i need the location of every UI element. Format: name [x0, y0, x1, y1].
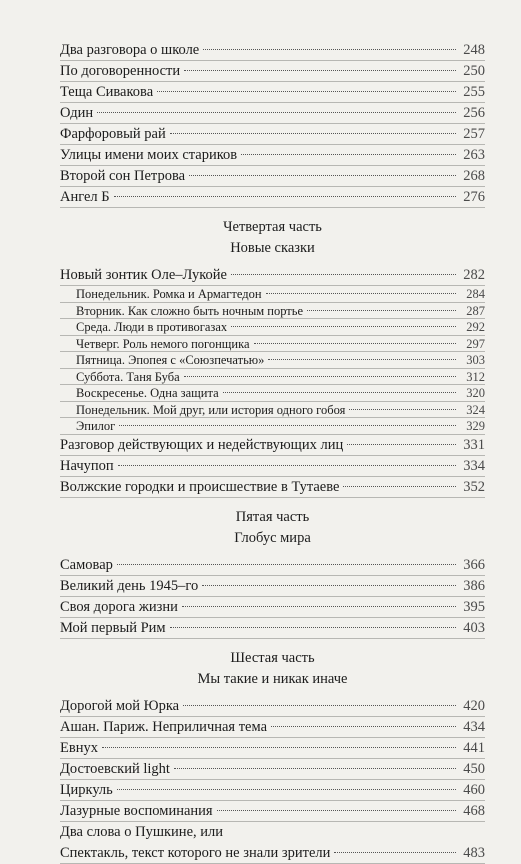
table-of-contents	[60, 40, 485, 864]
toc-entry-page: 403	[463, 619, 485, 636]
toc-entry[interactable]	[60, 477, 485, 498]
toc-subentry-title: Вторник. Как сложно быть ночным портье	[76, 303, 303, 318]
dot-leader	[97, 112, 456, 113]
toc-entry-title: Великий день 1945–го	[60, 577, 199, 594]
toc-entry[interactable]	[60, 696, 485, 717]
dot-leader	[241, 154, 456, 155]
toc-subentry-title: Пятница. Эпопея с «Союзпечатью»	[76, 353, 265, 367]
toc-entry[interactable]	[60, 265, 485, 286]
toc-entry[interactable]	[60, 435, 485, 456]
dot-leader	[334, 852, 456, 853]
dot-leader	[343, 486, 456, 487]
dot-leader	[174, 768, 456, 769]
toc-subentry[interactable]	[60, 418, 485, 435]
toc-subentry-page: 324	[466, 402, 485, 417]
part-title: Глобус мира	[234, 529, 311, 546]
toc-entry-title: Дорогой мой Юрка	[60, 697, 180, 714]
toc-entry-title: Ангел Б	[60, 189, 110, 205]
toc-entry[interactable]	[60, 759, 485, 780]
toc-subentry-page: 320	[466, 386, 485, 400]
toc-entry-page: 263	[463, 147, 485, 163]
toc-subentry-title: Понедельник. Мой друг, или история одного гобоя	[76, 402, 346, 417]
dot-leader	[117, 564, 456, 565]
dot-leader	[117, 789, 456, 790]
toc-entry-title: Теща Сивакова	[60, 84, 154, 100]
toc-entry[interactable]	[60, 82, 485, 103]
dot-leader	[268, 359, 456, 360]
toc-entry-page: 255	[463, 84, 485, 100]
toc-entry-page: 268	[463, 168, 485, 184]
toc-entry-page: 434	[463, 718, 485, 735]
dot-leader	[203, 49, 456, 50]
toc-subentry[interactable]	[60, 336, 485, 353]
toc-entry[interactable]	[60, 187, 485, 208]
toc-entry-page: 386	[463, 577, 485, 594]
toc-entry[interactable]	[60, 717, 485, 738]
toc-entry[interactable]	[60, 843, 485, 864]
part-label: Пятая часть	[235, 508, 310, 525]
toc-entry-title: По договоренности	[60, 63, 181, 79]
dot-leader	[182, 606, 456, 607]
dot-leader	[231, 326, 456, 327]
toc-subentry-page: 297	[466, 336, 485, 351]
toc-entry[interactable]	[60, 801, 485, 822]
toc-entry-title: Самовар	[60, 556, 113, 573]
dot-leader	[231, 274, 456, 275]
toc-entry[interactable]	[60, 61, 485, 82]
toc-subentry-page: 292	[466, 320, 485, 334]
toc-entry-page: 276	[463, 189, 485, 205]
toc-subentry-title: Четверг. Роль немого погонщика	[76, 336, 250, 351]
toc-entry-title: Разговор действующих и недействующих лиц	[60, 436, 344, 453]
toc-entry-page: 282	[463, 267, 485, 283]
dot-leader	[170, 133, 456, 134]
toc-entry-title: Волжские городки и происшествие в Тутаеве	[60, 478, 340, 495]
toc-subentry-title: Воскресенье. Одна защита	[76, 386, 219, 400]
part-title: Мы такие и никак иначе	[197, 670, 348, 687]
toc-subentry[interactable]	[60, 402, 485, 419]
toc-entry-title: Мой первый Рим	[60, 619, 166, 636]
dot-leader	[183, 705, 456, 706]
dot-leader	[157, 91, 456, 92]
toc-entry-page: 334	[463, 457, 485, 474]
toc-subentry[interactable]	[60, 286, 485, 303]
toc-subentry-title: Суббота. Таня Буба	[76, 369, 180, 384]
part-label: Шестая часть	[230, 649, 315, 666]
toc-entry-title: Своя дорога жизни	[60, 598, 178, 615]
toc-subentry[interactable]	[60, 319, 485, 336]
toc-entry-page: 450	[463, 760, 485, 777]
toc-entry-title: Спектакль, текст которого не знали зрители	[60, 844, 331, 861]
dot-leader	[254, 343, 456, 344]
toc-entry-title: Ашан. Париж. Неприличная тема	[60, 718, 268, 735]
spacer	[60, 208, 485, 217]
toc-entry-title: Евнух	[60, 739, 98, 756]
entry-rule	[60, 497, 485, 498]
toc-entry[interactable]	[60, 166, 485, 187]
dot-leader	[202, 585, 456, 586]
toc-entry-page: 460	[463, 781, 485, 798]
toc-entry-line[interactable]	[60, 822, 485, 843]
toc-entry-page: 331	[463, 436, 485, 453]
toc-entry[interactable]	[60, 618, 485, 639]
toc-entry-page: 352	[463, 478, 485, 495]
toc-entry-title: Два разговора о школе	[60, 42, 200, 58]
toc-entry-title: Достоевский light	[60, 760, 170, 777]
part-title: Новые сказки	[230, 240, 315, 256]
toc-entry-page: 257	[463, 126, 485, 142]
dot-leader	[102, 747, 456, 748]
toc-entry-page: 395	[463, 598, 485, 615]
toc-entry-page: 256	[463, 105, 485, 121]
toc-entry-title: Лазурные воспоминания	[60, 802, 213, 819]
toc-entry-title-line1: Два слова о Пушкине, или	[60, 823, 224, 840]
toc-subentry[interactable]	[60, 385, 485, 402]
toc-entry-title: Новый зонтик Оле–Лукойе	[60, 267, 227, 283]
toc-entry-page: 366	[463, 556, 485, 573]
toc-entry[interactable]	[60, 597, 485, 618]
dot-leader	[307, 310, 456, 311]
toc-subentry-page: 312	[466, 369, 485, 384]
dot-leader	[119, 425, 456, 426]
toc-subentry[interactable]	[60, 369, 485, 386]
toc-entry-page: 250	[463, 63, 485, 79]
toc-entry[interactable]	[60, 555, 485, 576]
toc-subentry-page: 284	[466, 287, 485, 301]
toc-subentry-page: 287	[466, 303, 485, 318]
toc-entry[interactable]	[60, 103, 485, 124]
dot-leader	[189, 175, 456, 176]
toc-entry-page: 468	[463, 802, 485, 819]
toc-entry-page: 483	[463, 844, 485, 861]
entry-rule	[60, 638, 485, 639]
toc-entry-title: Второй сон Петрова	[60, 168, 186, 184]
spacer	[60, 498, 485, 507]
toc-entry-title: Фарфоровый рай	[60, 126, 166, 142]
toc-entry[interactable]	[60, 456, 485, 477]
dot-leader	[118, 465, 456, 466]
dot-leader	[217, 810, 456, 811]
toc-entry[interactable]	[60, 145, 485, 166]
part-label: Четвертая часть	[223, 219, 322, 235]
dot-leader	[223, 392, 456, 393]
dot-leader	[347, 444, 456, 445]
toc-subentry-page: 329	[466, 419, 485, 433]
dot-leader	[114, 196, 456, 197]
toc-entry[interactable]	[60, 124, 485, 145]
dot-leader	[271, 726, 456, 727]
toc-entry[interactable]	[60, 780, 485, 801]
dot-leader	[266, 293, 456, 294]
toc-subentry-title: Эпилог	[76, 419, 116, 433]
toc-entry-title: Циркуль	[60, 781, 113, 798]
dot-leader	[170, 627, 456, 628]
toc-subentry-title: Понедельник. Ромка и Армагтедон	[76, 287, 262, 301]
dot-leader	[184, 70, 456, 71]
toc-entry[interactable]	[60, 40, 485, 61]
toc-subentry-page: 303	[466, 353, 485, 367]
toc-subentry-title: Среда. Люди в противогазах	[76, 320, 228, 334]
toc-subentry[interactable]	[60, 303, 485, 320]
toc-entry-title: Улицы имени моих стариков	[60, 147, 238, 163]
toc-entry-title: Один	[60, 105, 94, 121]
toc-entry[interactable]	[60, 576, 485, 597]
entry-rule	[60, 207, 485, 208]
toc-entry-page: 248	[463, 42, 485, 58]
entry-rule	[60, 863, 485, 864]
spacer	[60, 639, 485, 648]
toc-subentry[interactable]	[60, 352, 485, 369]
toc-entry-page: 441	[463, 739, 485, 756]
toc-entry-title: Начупоп	[60, 457, 114, 474]
toc-entry-page: 420	[463, 697, 485, 714]
toc-entry[interactable]	[60, 738, 485, 759]
dot-leader	[349, 409, 456, 410]
dot-leader	[184, 376, 456, 377]
